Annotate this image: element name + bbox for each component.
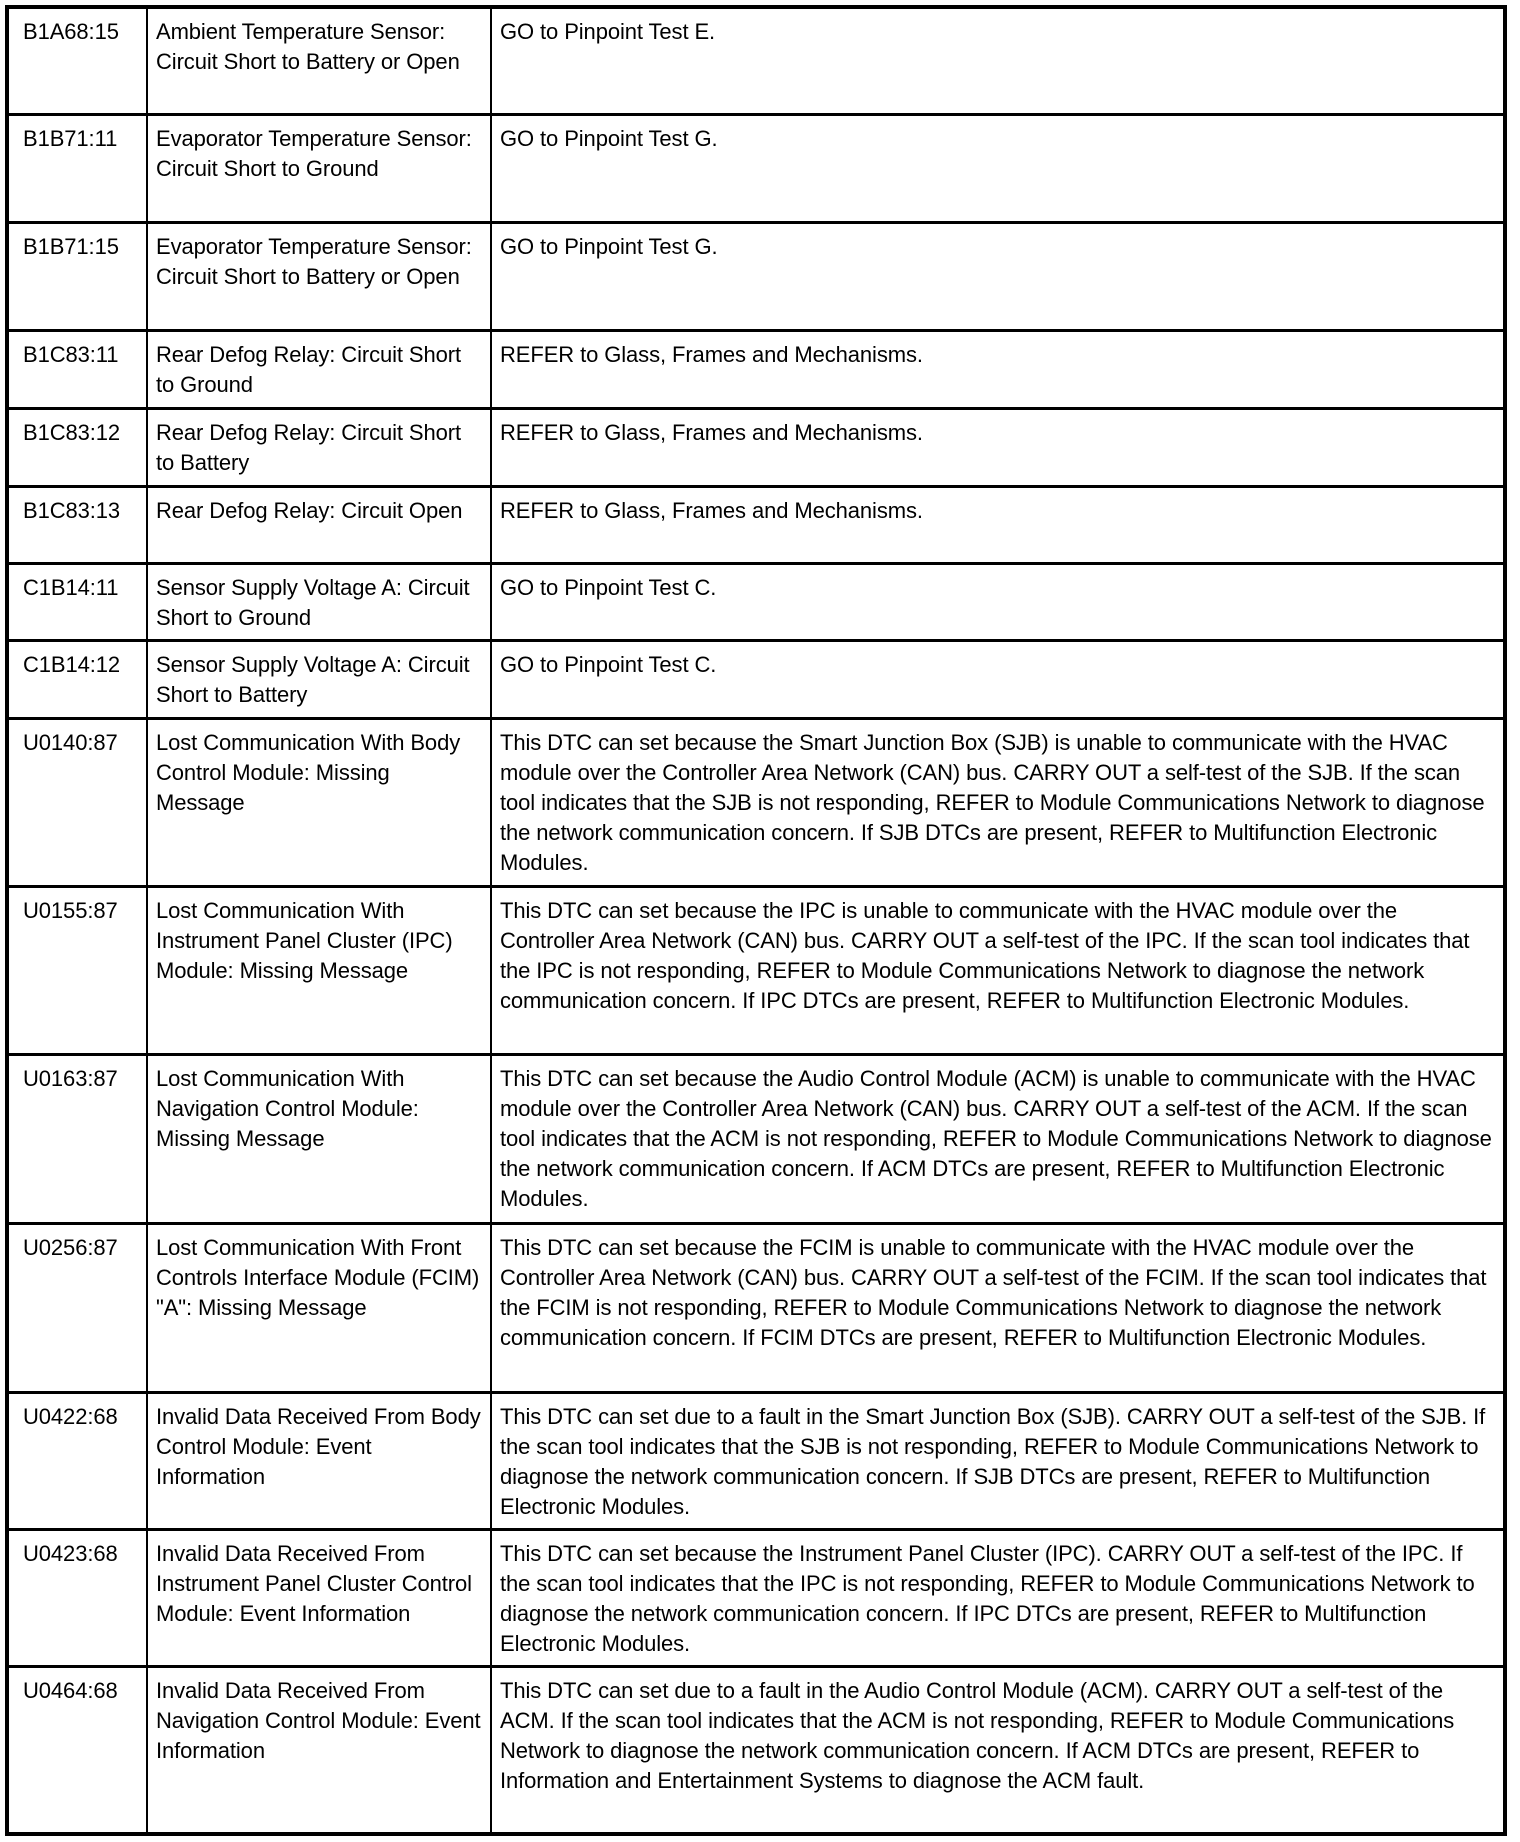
table-row (7, 563, 1505, 640)
dtc-action-cell: This DTC can set due to a fault in the Audio Control Module (ACM). CARRY OUT a self-test of the ACM. If the scan tool indicates that the ACM is not responding, REFER to Module Communications Network to diagnose the network communication concern. If ACM DTCs are present, REFER to Information and Entertainment Systems to diagnose the ACM fault. (491, 1666, 1505, 1834)
table-row (7, 640, 1505, 718)
table-row (7, 1223, 1505, 1392)
dtc-action-cell: GO to Pinpoint Test G. (491, 222, 1505, 330)
table-row (7, 886, 1505, 1054)
dtc-action-cell: GO to Pinpoint Test C. (491, 640, 1505, 718)
table-row (7, 330, 1505, 408)
dtc-action-cell: This DTC can set due to a fault in the Smart Junction Box (SJB). CARRY OUT a self-test of the SJB. If the scan tool indicates that the SJB is not responding, REFER to Module Communications Network to diagnose the network communication concern. If SJB DTCs are present, REFER to Multifunction Electronic Modules. (491, 1392, 1505, 1529)
dtc-description-cell: Sensor Supply Voltage A: Circuit Short to Battery (147, 640, 491, 718)
dtc-code-cell: U0423:68 (7, 1529, 147, 1666)
dtc-description-cell: Invalid Data Received From Body Control Module: Event Information (147, 1392, 491, 1529)
dtc-description-cell: Evaporator Temperature Sensor: Circuit Short to Ground (147, 114, 491, 222)
dtc-table-body (7, 7, 1505, 1834)
table-row (7, 7, 1505, 114)
dtc-code-cell: U0155:87 (7, 886, 147, 1054)
table-row (7, 1392, 1505, 1529)
table-row (7, 486, 1505, 563)
dtc-code-cell: U0163:87 (7, 1054, 147, 1223)
dtc-table (5, 5, 1507, 1836)
dtc-action-cell: GO to Pinpoint Test G. (491, 114, 1505, 222)
dtc-code-cell: B1B71:11 (7, 114, 147, 222)
table-row (7, 718, 1505, 886)
dtc-code-cell: B1B71:15 (7, 222, 147, 330)
dtc-code-cell: C1B14:11 (7, 563, 147, 640)
dtc-code-cell: B1C83:13 (7, 486, 147, 563)
dtc-description-cell: Lost Communication With Body Control Module: Missing Message (147, 718, 491, 886)
dtc-code-cell: U0464:68 (7, 1666, 147, 1834)
dtc-description-cell: Evaporator Temperature Sensor: Circuit Short to Battery or Open (147, 222, 491, 330)
dtc-action-cell: GO to Pinpoint Test C. (491, 563, 1505, 640)
dtc-code-cell: B1A68:15 (7, 7, 147, 114)
dtc-code-cell: B1C83:11 (7, 330, 147, 408)
dtc-description-cell: Invalid Data Received From Instrument Panel Cluster Control Module: Event Information (147, 1529, 491, 1666)
dtc-description-cell: Rear Defog Relay: Circuit Short to Battery (147, 408, 491, 486)
table-row (7, 114, 1505, 222)
dtc-action-cell: REFER to Glass, Frames and Mechanisms. (491, 408, 1505, 486)
dtc-action-cell: This DTC can set because the Audio Control Module (ACM) is unable to communicate with the HVAC module over the Controller Area Network (CAN) bus. CARRY OUT a self-test of the ACM. If the scan tool indicates that the ACM is not responding, REFER to Module Communications Network to diagnose the network communication concern. If ACM DTCs are present, REFER to Multifunction Electronic Modules. (491, 1054, 1505, 1223)
dtc-description-cell: Ambient Temperature Sensor: Circuit Short to Battery or Open (147, 7, 491, 114)
dtc-action-cell: This DTC can set because the IPC is unable to communicate with the HVAC module over the Controller Area Network (CAN) bus. CARRY OUT a self-test of the IPC. If the scan tool indicates that the IPC is not responding, REFER to Module Communications Network to diagnose the network communication concern. If IPC DTCs are present, REFER to Multifunction Electronic Modules. (491, 886, 1505, 1054)
table-row (7, 1666, 1505, 1834)
dtc-description-cell: Sensor Supply Voltage A: Circuit Short to Ground (147, 563, 491, 640)
dtc-description-cell: Rear Defog Relay: Circuit Open (147, 486, 491, 563)
dtc-code-cell: U0422:68 (7, 1392, 147, 1529)
dtc-description-cell: Lost Communication With Instrument Panel Cluster (IPC) Module: Missing Message (147, 886, 491, 1054)
table-row (7, 1054, 1505, 1223)
dtc-action-cell: This DTC can set because the FCIM is unable to communicate with the HVAC module over the Controller Area Network (CAN) bus. CARRY OUT a self-test of the FCIM. If the scan tool indicates that the FCIM is not responding, REFER to Module Communications Network to diagnose the network communication concern. If FCIM DTCs are present, REFER to Multifunction Electronic Modules. (491, 1223, 1505, 1392)
table-row (7, 408, 1505, 486)
dtc-description-cell: Lost Communication With Navigation Control Module: Missing Message (147, 1054, 491, 1223)
dtc-description-cell: Lost Communication With Front Controls Interface Module (FCIM) "A": Missing Message (147, 1223, 491, 1392)
dtc-code-cell: B1C83:12 (7, 408, 147, 486)
dtc-code-cell: U0140:87 (7, 718, 147, 886)
dtc-action-cell: This DTC can set because the Instrument Panel Cluster (IPC). CARRY OUT a self-test of the IPC. If the scan tool indicates that the IPC is not responding, REFER to Module Communications Network to diagnose the network communication concern. If IPC DTCs are present, REFER to Multifunction Electronic Modules. (491, 1529, 1505, 1666)
dtc-description-cell: Rear Defog Relay: Circuit Short to Ground (147, 330, 491, 408)
table-row (7, 222, 1505, 330)
dtc-action-cell: REFER to Glass, Frames and Mechanisms. (491, 486, 1505, 563)
dtc-description-cell: Invalid Data Received From Navigation Control Module: Event Information (147, 1666, 491, 1834)
dtc-action-cell: This DTC can set because the Smart Junction Box (SJB) is unable to communicate with the HVAC module over the Controller Area Network (CAN) bus. CARRY OUT a self-test of the SJB. If the scan tool indicates that the SJB is not responding, REFER to Module Communications Network to diagnose the network communication concern. If SJB DTCs are present, REFER to Multifunction Electronic Modules. (491, 718, 1505, 886)
dtc-code-cell: U0256:87 (7, 1223, 147, 1392)
dtc-action-cell: GO to Pinpoint Test E. (491, 7, 1505, 114)
table-row (7, 1529, 1505, 1666)
dtc-code-cell: C1B14:12 (7, 640, 147, 718)
dtc-action-cell: REFER to Glass, Frames and Mechanisms. (491, 330, 1505, 408)
